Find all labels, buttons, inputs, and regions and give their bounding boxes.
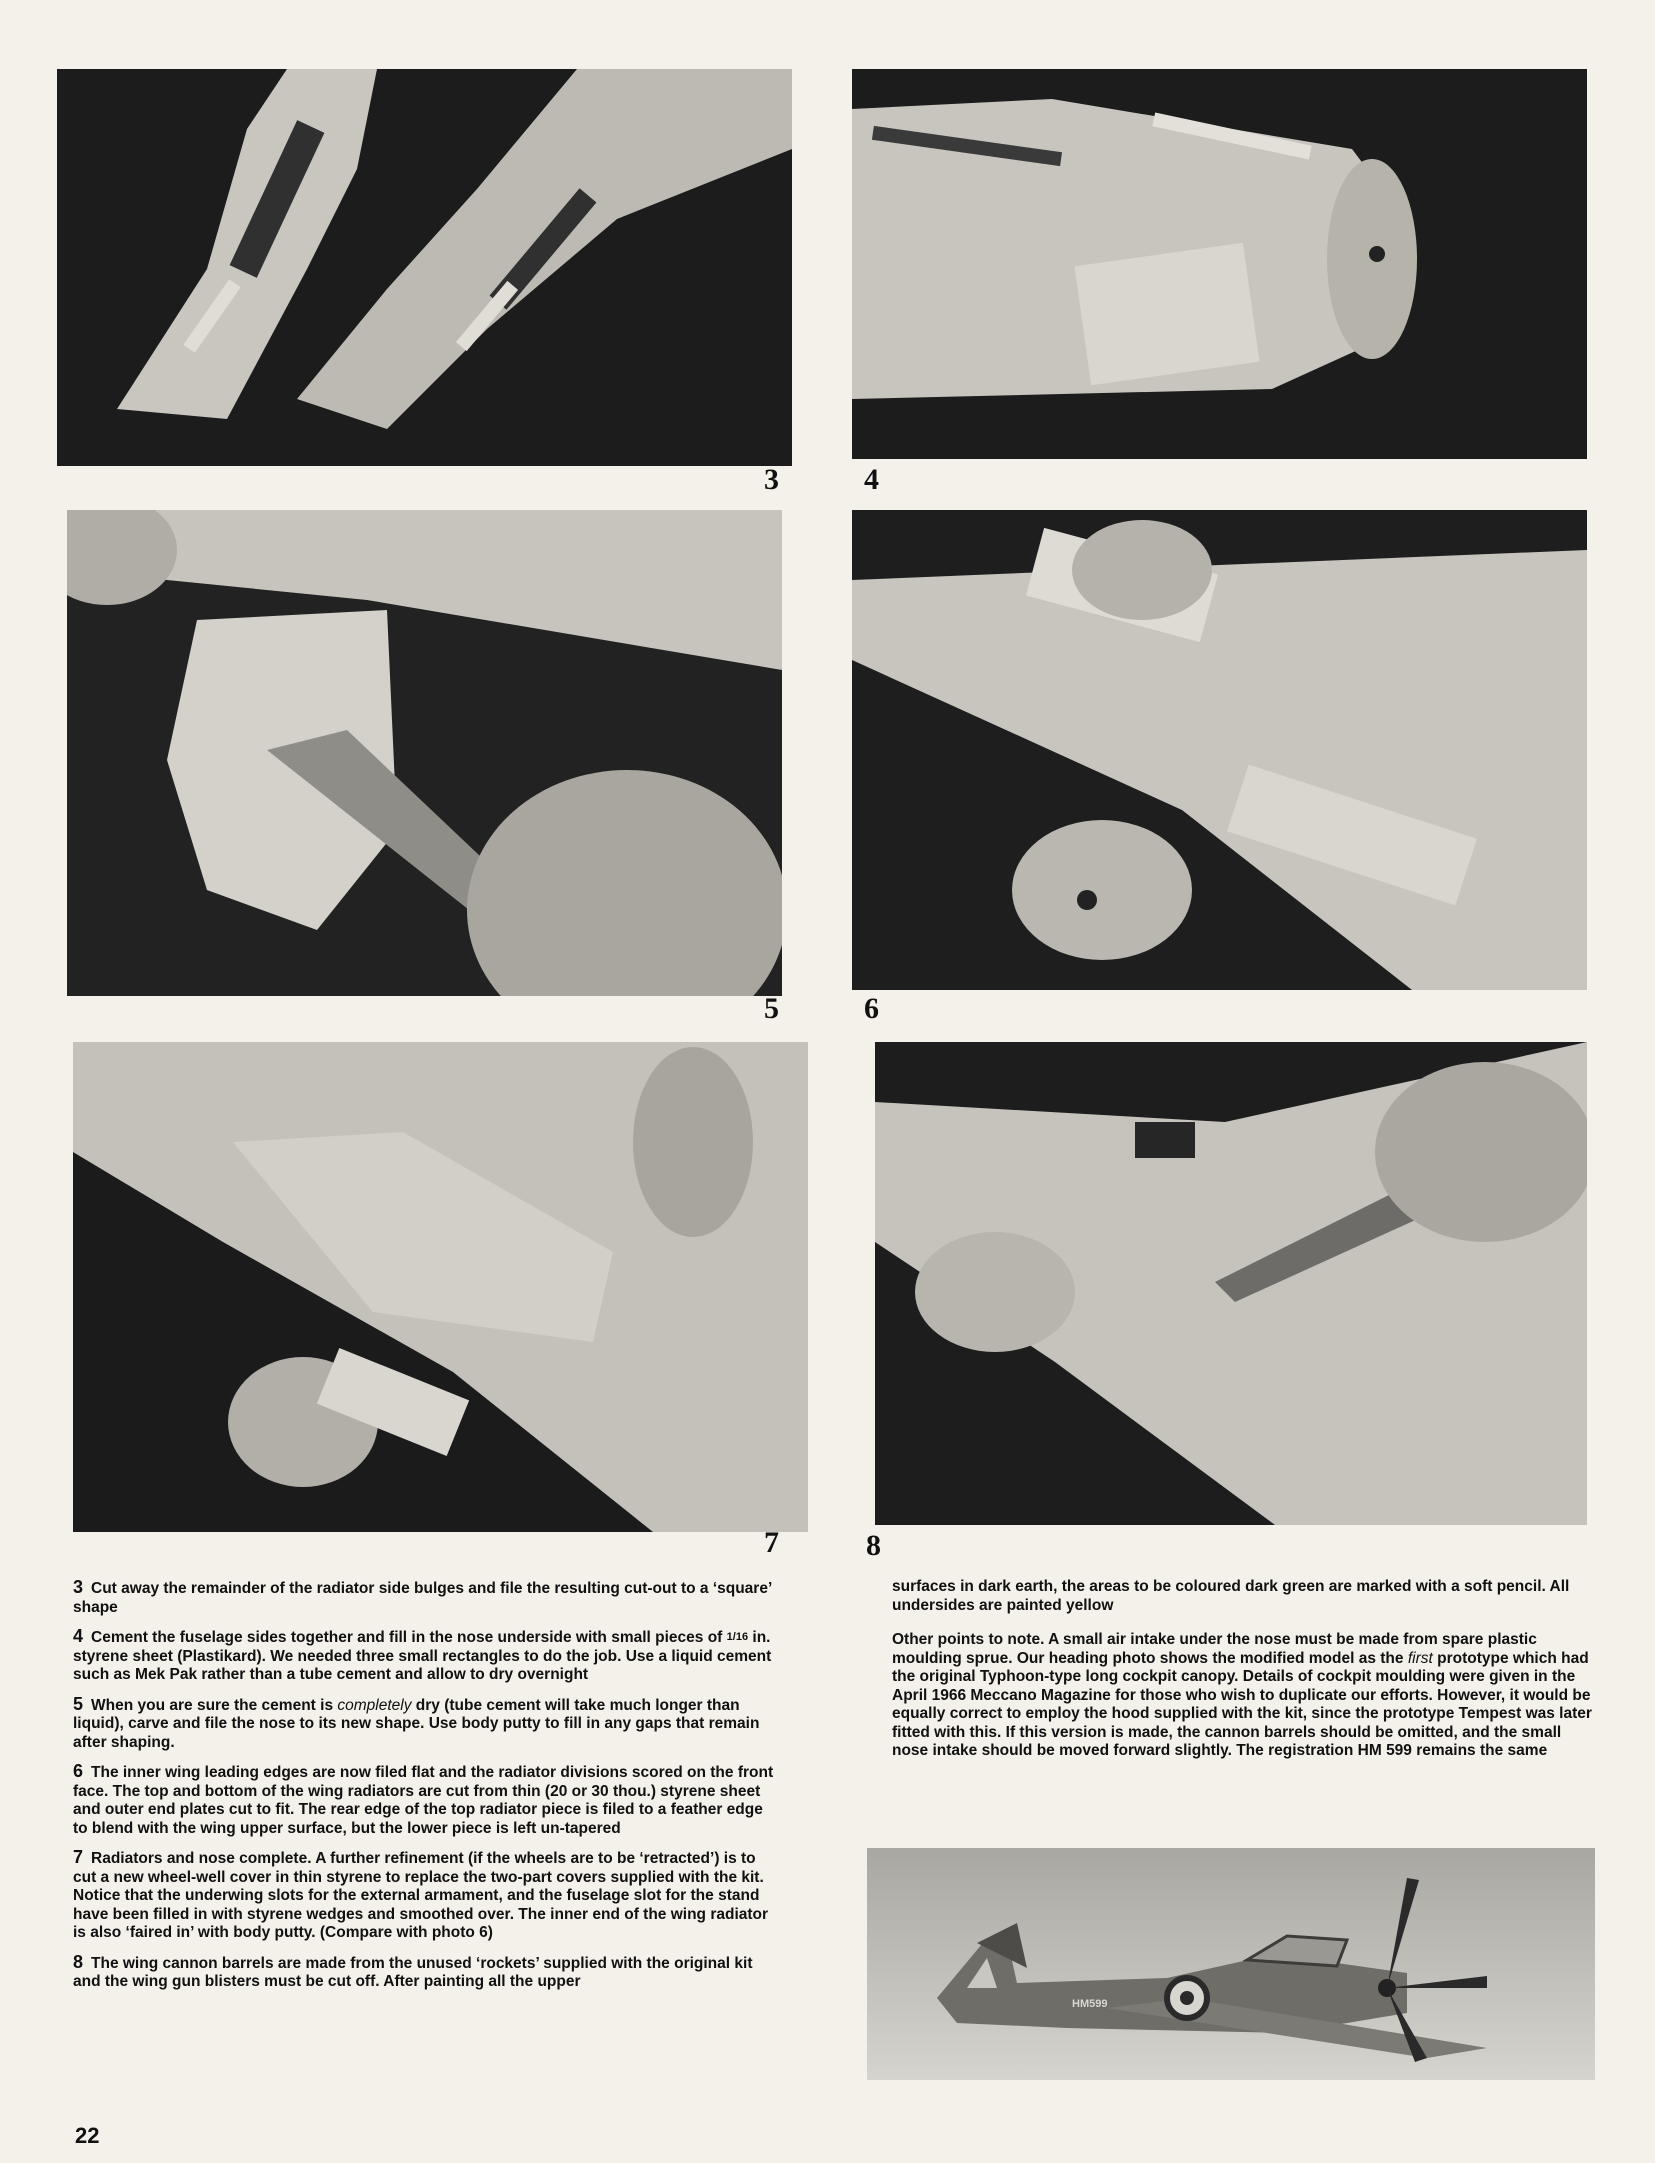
right-paragraph-2 — [892, 1631, 1592, 1761]
caption-text: When you are sure the cement is — [91, 1696, 338, 1714]
aircraft-photo — [867, 1848, 1595, 2080]
caption-3 — [73, 1578, 775, 1617]
caption-4 — [73, 1627, 775, 1685]
nose-underside-icon — [852, 69, 1587, 459]
caption-number: 6 — [73, 1761, 84, 1781]
caption-5 — [73, 1695, 775, 1753]
caption-number: 8 — [73, 1951, 84, 1972]
photo-3 — [57, 69, 792, 466]
caption-text: dry (tube cement will take much longer than liquid), carve and file the nose to its new shape. Use body putty to fill in any gaps that remain after shaping. — [73, 1696, 760, 1751]
paragraph-text: prototype which had the original Typhoon-type long cockpit canopy. Details of cockpit moulding were given in the April 1966 Meccano Magazine for those who wish to duplicate our efforts. However, it would be equally correct to employ the hood supplied with the kit, since the prototype Tempest was later fitted with this. If this version is made, the cannon barrels should be omitted, and the small nose intake should be moved forward slightly. The registration HM 599 remains the same — [892, 1649, 1592, 1759]
caption-text: Radiators and nose complete. A further refinement (if the wheels are to be ‘retracted’) is to cut a new wheel-well cover in thin styrene to replace the two-part covers supplied with the kit. Notice that the underwing slots for the external armament, and the fuselage slot for the stand have been filled in with styrene wedges and smoothed over. The inner end of the wing radiator is also ‘faired in’ with body putty. (Compare with photo 6) — [73, 1850, 769, 1941]
caption-text: The inner wing leading edges are now filed flat and the radiator divisions scored on the front face. The top and bottom of the wing radiators are cut from thin (20 or 30 thou.) styrene sheet and outer end plates cut to fit. The rear edge of the top radiator piece is filed to a feather edge to blend with the wing upper surface, but the lower piece is left un-tapered — [73, 1764, 774, 1837]
figure-number-3: 3 — [764, 463, 779, 496]
figure-number-5: 5 — [764, 992, 779, 1025]
underside-slots-icon — [73, 1042, 808, 1532]
paragraph-text: Other points to note. A small air intake under the nose must be made from spare plastic moulding sprue. Our heading photo shows the modified model as the — [892, 1631, 1537, 1667]
caption-text: The wing cannon barrels are made from the unused ‘rockets’ supplied with the original kit and the wing gun blisters must be cut off. After painting all the upper — [73, 1954, 753, 1990]
emphasis: first — [1407, 1649, 1433, 1667]
left-captions — [73, 1578, 775, 2002]
right-column-text — [892, 1578, 1592, 1777]
fuselage-halves-icon — [57, 69, 792, 466]
figure-number-7: 7 — [764, 1526, 779, 1559]
caption-text: in. styrene sheet (Plastikard). We needed three small rectangles to do the job. Use a liquid cement such as Mek Pak rather than a tube cement and allow to dry overnight — [73, 1629, 772, 1683]
caption-number: 3 — [73, 1577, 84, 1597]
photo-8 — [875, 1042, 1587, 1525]
figure-number-8: 8 — [866, 1529, 881, 1562]
caption-6 — [73, 1762, 775, 1838]
right-paragraph-1: surfaces in dark earth, the areas to be coloured dark green are marked with a soft pencil. All undersides are painted yellow — [892, 1578, 1570, 1614]
caption-7 — [73, 1848, 775, 1943]
caption-text: Cut away the remainder of the radiator side bulges and file the resulting cut-out to a ‘square’ shape — [73, 1580, 772, 1616]
fraction: 1/16 — [726, 1631, 749, 1643]
wing-radiator-icon — [852, 510, 1587, 990]
photo-4 — [852, 69, 1587, 459]
figure-number-4: 4 — [864, 463, 879, 496]
figure-number-6: 6 — [864, 992, 879, 1025]
caption-number: 7 — [73, 1847, 84, 1867]
photo-6 — [852, 510, 1587, 990]
caption-text: Cement the fuselage sides together and fill in the nose underside with small pieces of — [91, 1629, 727, 1646]
caption-number: 4 — [73, 1626, 84, 1646]
caption-number: 5 — [73, 1693, 84, 1714]
knife-carving-icon — [67, 510, 782, 996]
aircraft-icon — [867, 1848, 1595, 2080]
page-number: 22 — [75, 2123, 100, 2148]
caption-8 — [73, 1953, 775, 1992]
emphasis: completely — [337, 1696, 412, 1714]
pencil-marking-icon — [875, 1042, 1587, 1525]
photo-5 — [67, 510, 782, 996]
photo-7 — [73, 1042, 808, 1532]
aircraft-registration: HM599 — [1072, 1998, 1108, 2010]
